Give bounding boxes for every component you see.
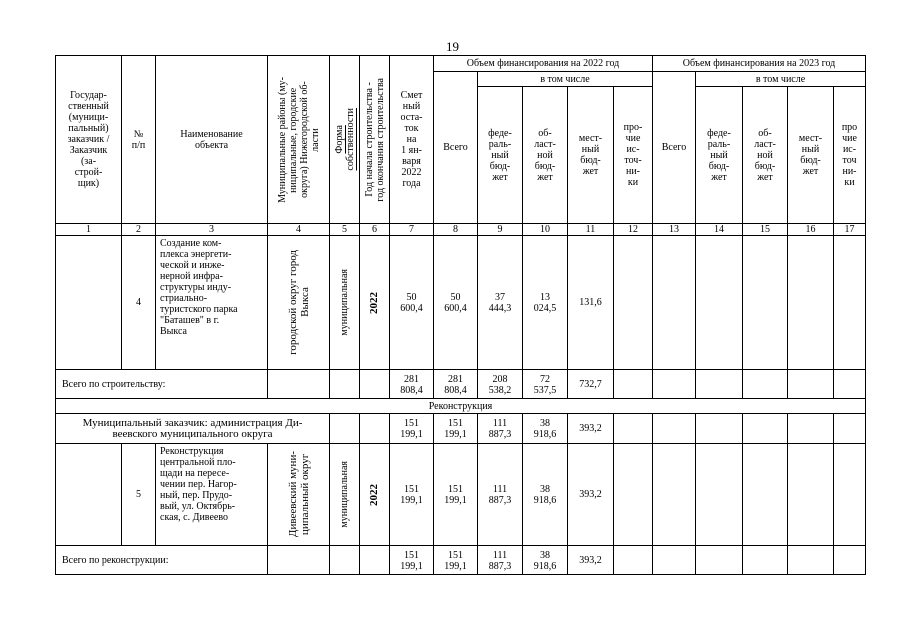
header-regional-2022: об- ласт- ной бюд- жет [523,87,568,224]
col-number: 15 [743,224,788,236]
value-local-2022: 393,2 [568,444,614,546]
col-number: 3 [156,224,268,236]
cell-empty [268,370,330,399]
cell-empty [788,414,834,444]
cell-empty [56,236,122,370]
cell-empty [614,236,653,370]
cell-empty [834,414,866,444]
header-incl-2022: в том числе [478,72,653,87]
col-number: 9 [478,224,523,236]
cell-empty [614,444,653,546]
column-numbers-row [56,224,866,236]
cell-empty [653,546,696,575]
col-number: 6 [360,224,390,236]
header-num: № п/п [122,56,156,224]
header-years: Год начала строительства - год окончания строительства [360,56,390,224]
header-object-name: Наименование объекта [156,56,268,224]
cell-empty [834,444,866,546]
cell-empty [788,444,834,546]
table-row-section [56,399,866,414]
col-number: 1 [56,224,122,236]
header-ownership: Форма собственности [330,56,360,224]
cell-empty [330,414,360,444]
customer-label: Муниципальный заказчик: администрация Ди- веевского муниципального округа [56,414,330,444]
object-ownership: муниципальная [330,236,360,370]
col-number: 12 [614,224,653,236]
value-regional-2022: 72 537,5 [523,370,568,399]
header-local-2022: мест- ный бюд- жет [568,87,614,224]
table-row-customer [56,414,866,444]
cell-empty [743,546,788,575]
cell-empty [834,370,866,399]
col-number: 4 [268,224,330,236]
table-row-total-reconstruction [56,546,866,575]
value-regional-2022: 38 918,6 [523,546,568,575]
value-regional-2022: 38 918,6 [523,444,568,546]
cell-empty [696,546,743,575]
cell-empty [653,370,696,399]
section-heading: Реконструкция [56,399,866,414]
value-total-2022: 151 199,1 [434,546,478,575]
cell-empty [614,370,653,399]
cell-empty [360,546,390,575]
cell-empty [834,546,866,575]
object-ownership: муниципальная [330,444,360,546]
cell-empty [268,546,330,575]
cell-empty [330,370,360,399]
value-local-2022: 131,6 [568,236,614,370]
col-number: 11 [568,224,614,236]
header-districts: Муниципальные районы (му- ниципальные, городские округа) Нижегородской об- ласти [268,56,330,224]
value-local-2022: 732,7 [568,370,614,399]
value-total-2022: 281 808,4 [434,370,478,399]
header-fin-2023: Объем финансирования на 2023 год [653,56,866,72]
header-total-2022: Всего [434,72,478,224]
page-number: 19 [446,39,459,54]
value-federal-2022: 111 887,3 [478,546,523,575]
value-federal-2022: 111 887,3 [478,444,523,546]
table-row-object-4 [56,236,866,370]
col-number: 5 [330,224,360,236]
col-number: 8 [434,224,478,236]
header-other-2022: про- чие ис- точ- ни- ки [614,87,653,224]
cell-empty [743,414,788,444]
col-number: 7 [390,224,434,236]
cell-empty [653,414,696,444]
header-federal-2023: феде- раль- ный бюд- жет [696,87,743,224]
value-federal-2022: 111 887,3 [478,414,523,444]
col-number: 10 [523,224,568,236]
value-remainder: 151 199,1 [390,414,434,444]
cell-empty [788,236,834,370]
cell-empty [834,236,866,370]
col-number: 17 [834,224,866,236]
object-year: 2022 [360,236,390,370]
col-number: 14 [696,224,743,236]
value-remainder: 281 808,4 [390,370,434,399]
value-regional-2022: 13 024,5 [523,236,568,370]
cell-empty [696,370,743,399]
cell-empty [696,414,743,444]
value-remainder: 151 199,1 [390,444,434,546]
header-customer: Государ- ственный (муници- пальный) заказчик / Заказчик (за- строй- щик) [56,56,122,224]
header-fin-2022: Объем финансирования на 2022 год [434,56,653,72]
total-construction-label: Всего по строительству: [56,370,268,399]
cell-empty [743,370,788,399]
col-number: 16 [788,224,834,236]
value-remainder: 151 199,1 [390,546,434,575]
table-row-total-construction [56,370,866,399]
cell-empty [653,444,696,546]
object-year: 2022 [360,444,390,546]
cell-empty [614,546,653,575]
value-regional-2022: 38 918,6 [523,414,568,444]
cell-empty [743,444,788,546]
header-federal-2022: феде- раль- ный бюд- жет [478,87,523,224]
value-local-2022: 393,2 [568,414,614,444]
header-other-2023: про чие ис- точ ни- ки [834,87,866,224]
cell-empty [696,236,743,370]
cell-empty [653,236,696,370]
object-district: Дивеевский муни- ципальный округ [268,444,330,546]
total-reconstruction-label: Всего по реконструкции: [56,546,268,575]
value-total-2022: 151 199,1 [434,444,478,546]
header-regional-2023: об- ласт- ной бюд- жет [743,87,788,224]
cell-empty [743,236,788,370]
object-name: Создание ком- плекса энергети- ческой и инже- нерной инфра- структуры инду- стриально- туристского парка "Баташев" в г. Выкса [156,236,268,370]
cell-empty [330,546,360,575]
table-row-object-5 [56,444,866,546]
header-total-2023: Всего [653,72,696,224]
cell-empty [56,444,122,546]
value-remainder: 50 600,4 [390,236,434,370]
cell-empty [788,370,834,399]
cell-empty [614,414,653,444]
object-name: Реконструкция центральной пло- щади на пересе- чении пер. Нагор- ный, пер. Прудо- вый, ул. Октябрь- ская, с. Дивеево [156,444,268,546]
value-total-2022: 151 199,1 [434,414,478,444]
col-number: 2 [122,224,156,236]
cell-empty [788,546,834,575]
cell-empty [360,414,390,444]
financing-table [55,55,866,575]
object-number: 5 [122,444,156,546]
value-local-2022: 393,2 [568,546,614,575]
value-federal-2022: 208 538,2 [478,370,523,399]
value-total-2022: 50 600,4 [434,236,478,370]
header-incl-2023: в том числе [696,72,866,87]
object-district: городской округ город Выкса [268,236,330,370]
header-remainder: Смет ный оста- ток на 1 ян- варя 2022 года [390,56,434,224]
col-number: 13 [653,224,696,236]
cell-empty [360,370,390,399]
object-number: 4 [122,236,156,370]
value-federal-2022: 37 444,3 [478,236,523,370]
header-local-2023: мест- ный бюд- жет [788,87,834,224]
cell-empty [696,444,743,546]
